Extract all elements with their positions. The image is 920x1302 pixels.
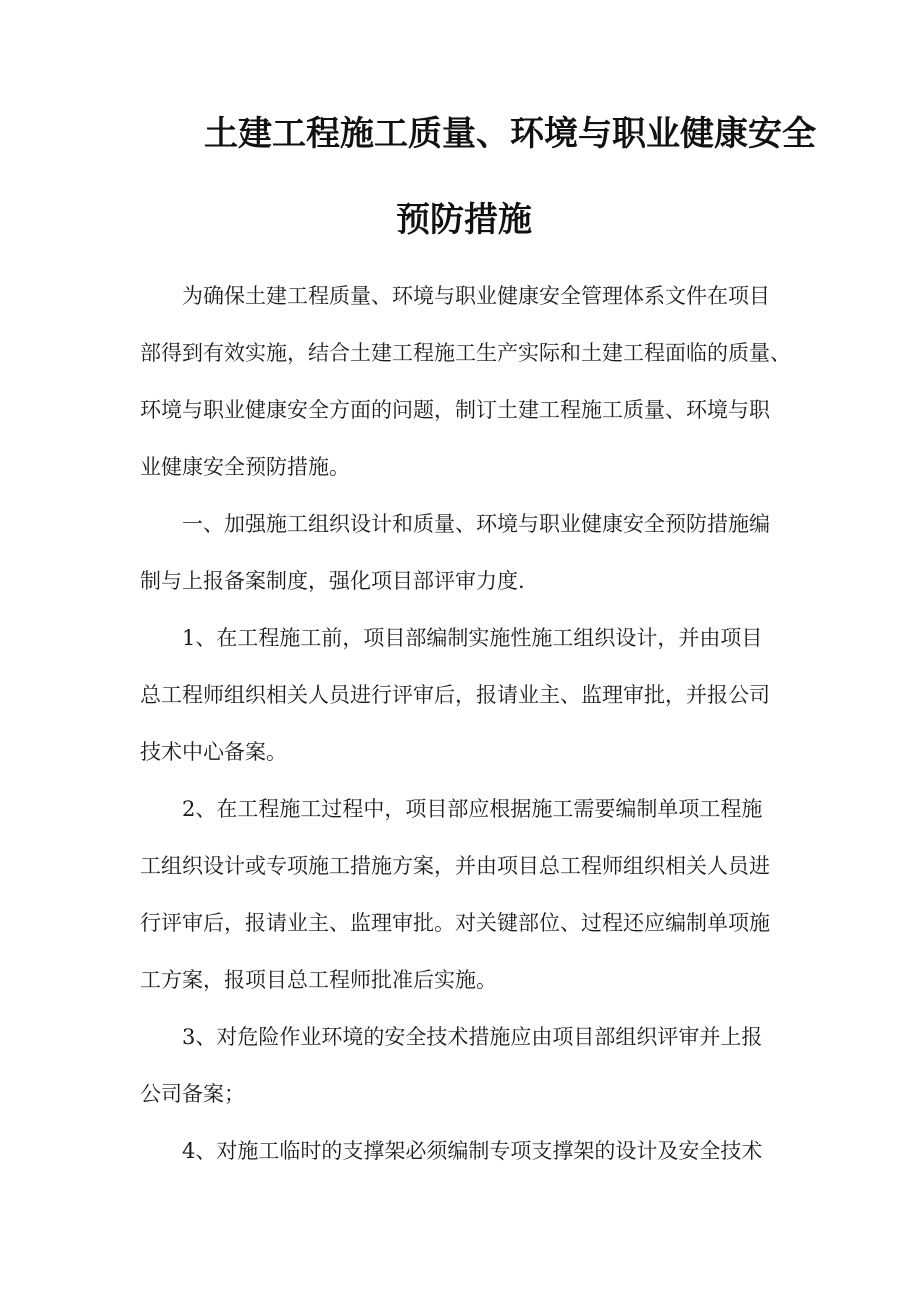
section-1-heading-line-2: 制与上报备案制度，强化项目部评审力度. (140, 569, 525, 593)
item-1-line-3: 技术中心备案。 (140, 740, 287, 764)
intro-paragraph-line-4: 业健康安全预防措施。 (140, 455, 350, 479)
item-2-line-3: 行评审后，报请业主、监理审批。对关键部位、过程还应编制单项施 (140, 911, 770, 935)
section-1-heading-line-1: 一、加强施工组织设计和质量、环境与职业健康安全预防措施编 (182, 512, 770, 536)
item-2-line-4: 工方案，报项目总工程师批准后实施。 (140, 968, 497, 992)
item-3-line-2: 公司备案； (140, 1082, 245, 1106)
item-1-line-1: 1、在工程施工前，项目部编制实施性施工组织设计，并由项目 (182, 626, 763, 650)
item-1-line-2: 总工程师组织相关人员进行评审后，报请业主、监理审批，并报公司 (140, 683, 770, 707)
item-2-line-1: 2、在工程施工过程中，项目部应根据施工需要编制单项工程施 (182, 797, 763, 821)
intro-paragraph-line-3: 环境与职业健康安全方面的问题，制订土建工程施工质量、环境与职 (140, 398, 770, 422)
item-4-line-1: 4、对施工临时的支撑架必须编制专项支撑架的设计及安全技术 (182, 1139, 763, 1163)
intro-paragraph-line-1: 为确保土建工程质量、环境与职业健康安全管理体系文件在项目 (182, 284, 770, 308)
item-2-line-2: 工组织设计或专项施工措施方案，并由项目总工程师组织相关人员进 (140, 854, 770, 878)
intro-paragraph-line-2: 部得到有效实施，结合土建工程施工生产实际和土建工程面临的质量、 (140, 341, 791, 365)
item-3-line-1: 3、对危险作业环境的安全技术措施应由项目部组织评审并上报 (182, 1025, 763, 1049)
document-title-line-1: 土建工程施工质量、环境与职业健康安全 (204, 114, 816, 154)
document-title-line-2: 预防措施 (396, 200, 532, 240)
